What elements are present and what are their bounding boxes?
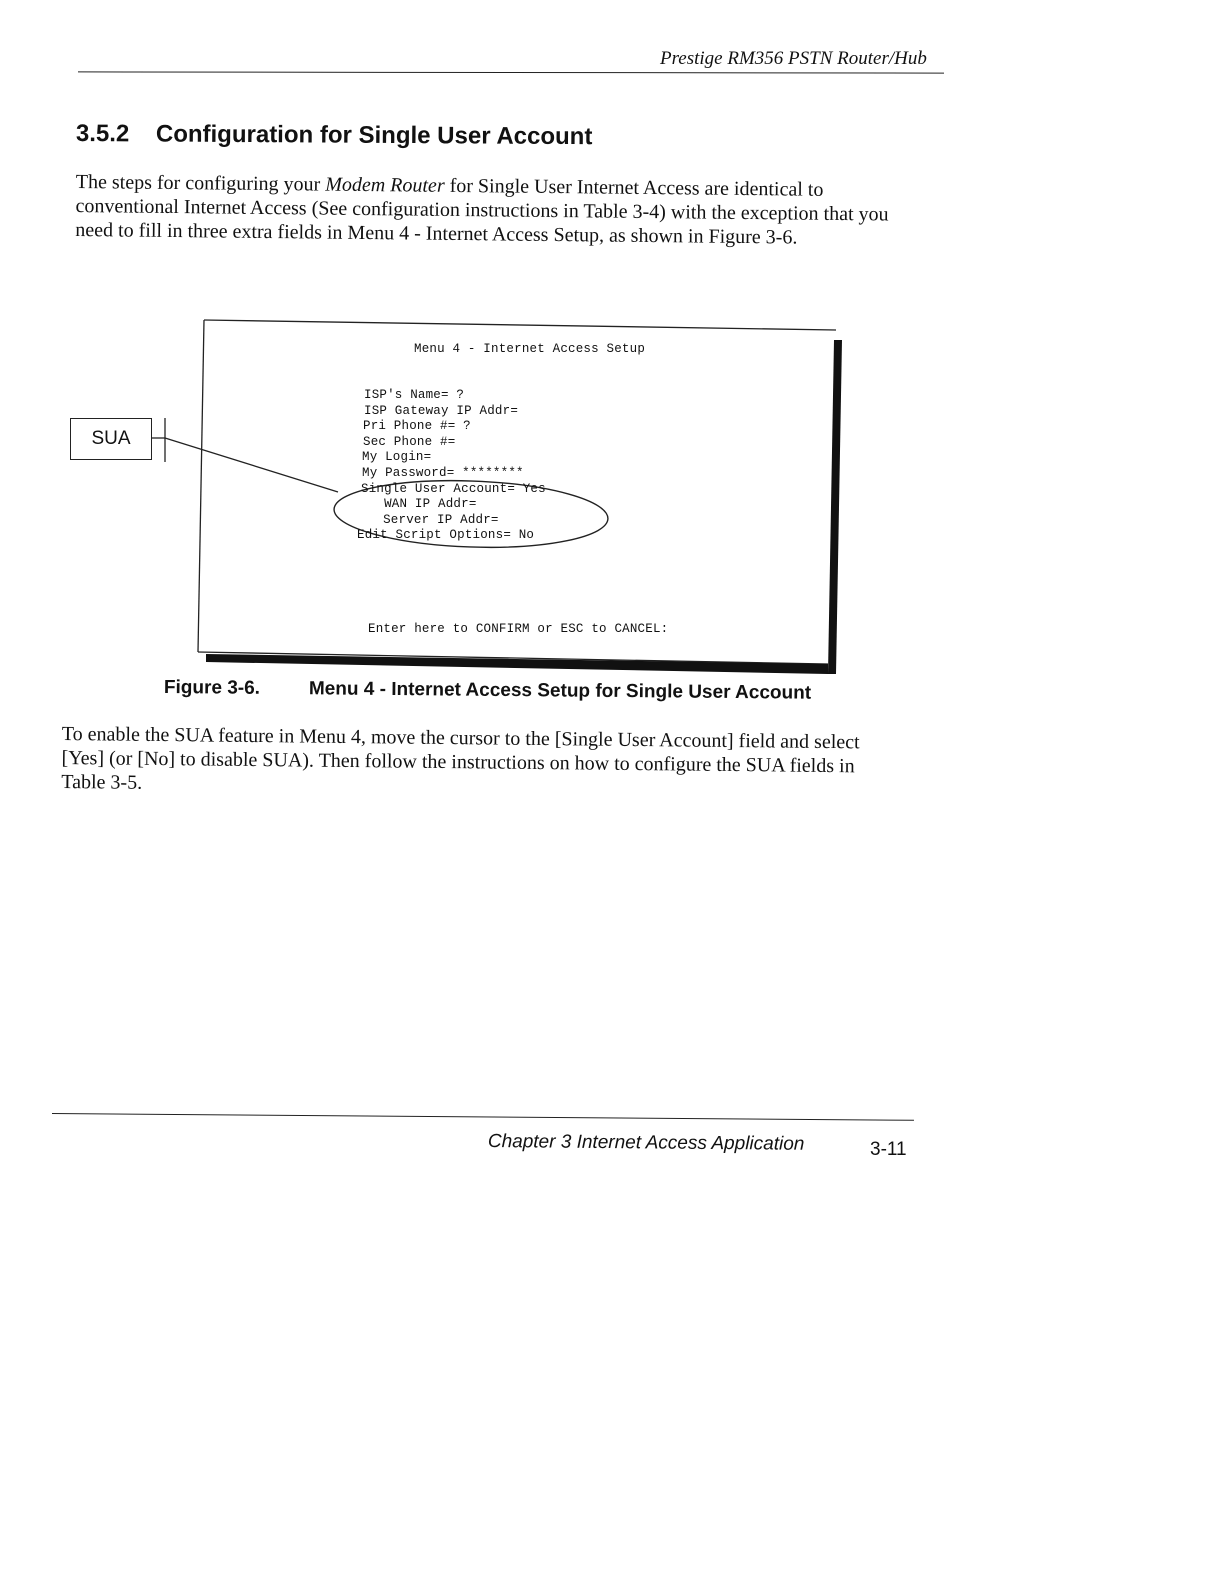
field-server-ip: Server IP Addr= [360, 513, 499, 527]
screen-prompt: Enter here to CONFIRM or ESC to CANCEL: [368, 622, 669, 636]
section-title: Configuration for Single User Account [155, 120, 593, 151]
screen-title: Menu 4 - Internet Access Setup [414, 342, 646, 356]
field-sec-phone: Sec Phone #= [363, 435, 456, 449]
footer-chapter-title: Chapter 3 Internet Access Application [487, 1131, 805, 1155]
frame-left-line [198, 320, 204, 652]
field-wan-ip: WAN IP Addr= [361, 497, 477, 511]
field-isp-gateway: ISP Gateway IP Addr= [364, 404, 519, 418]
field-isp-name: ISP's Name= ? [364, 388, 465, 402]
field-edit-script: Edit Script Options= No [357, 528, 535, 542]
frame-top-line [204, 320, 836, 330]
running-header: Prestige RM356 PSTN Router/Hub [660, 48, 927, 69]
field-my-password: My Password= ******** [362, 466, 524, 480]
intro-text-start: The steps for configuring your [75, 170, 326, 196]
footer-page-number: 3-11 [870, 1139, 907, 1160]
frame-bottom-shadow [206, 654, 828, 674]
product-name: Modem Router [325, 173, 445, 197]
field-my-login: My Login= [362, 450, 432, 464]
body-paragraph: To enable the SUA feature in Menu 4, move the cursor to the [Single User Account] field and select [Yes] (or [No] to disable SUA). Then follow the instructions on how to configure the SUA fields in Table 3-5. [61, 722, 860, 794]
frame-right-shadow [828, 340, 842, 674]
field-single-user-account: Single User Account= Yes [361, 482, 546, 496]
terminal-screenshot [196, 318, 846, 680]
section-number: 3.5.2 [75, 120, 130, 148]
figure-number: Figure 3-6. [163, 677, 261, 699]
field-pri-phone: Pri Phone #= ? [363, 419, 471, 433]
sua-callout-label: SUA [91, 428, 131, 449]
figure-caption-text: Menu 4 - Internet Access Setup for Single User Account [308, 678, 812, 704]
intro-text-end: for Single User Internet Access are identical to conventional Internet Access (See configuration instructions in Table 3-4) with the exception that you need to fill in three extra fields in Menu 4 - Internet Access Setup, as shown in Figure 3-6. [75, 174, 889, 249]
